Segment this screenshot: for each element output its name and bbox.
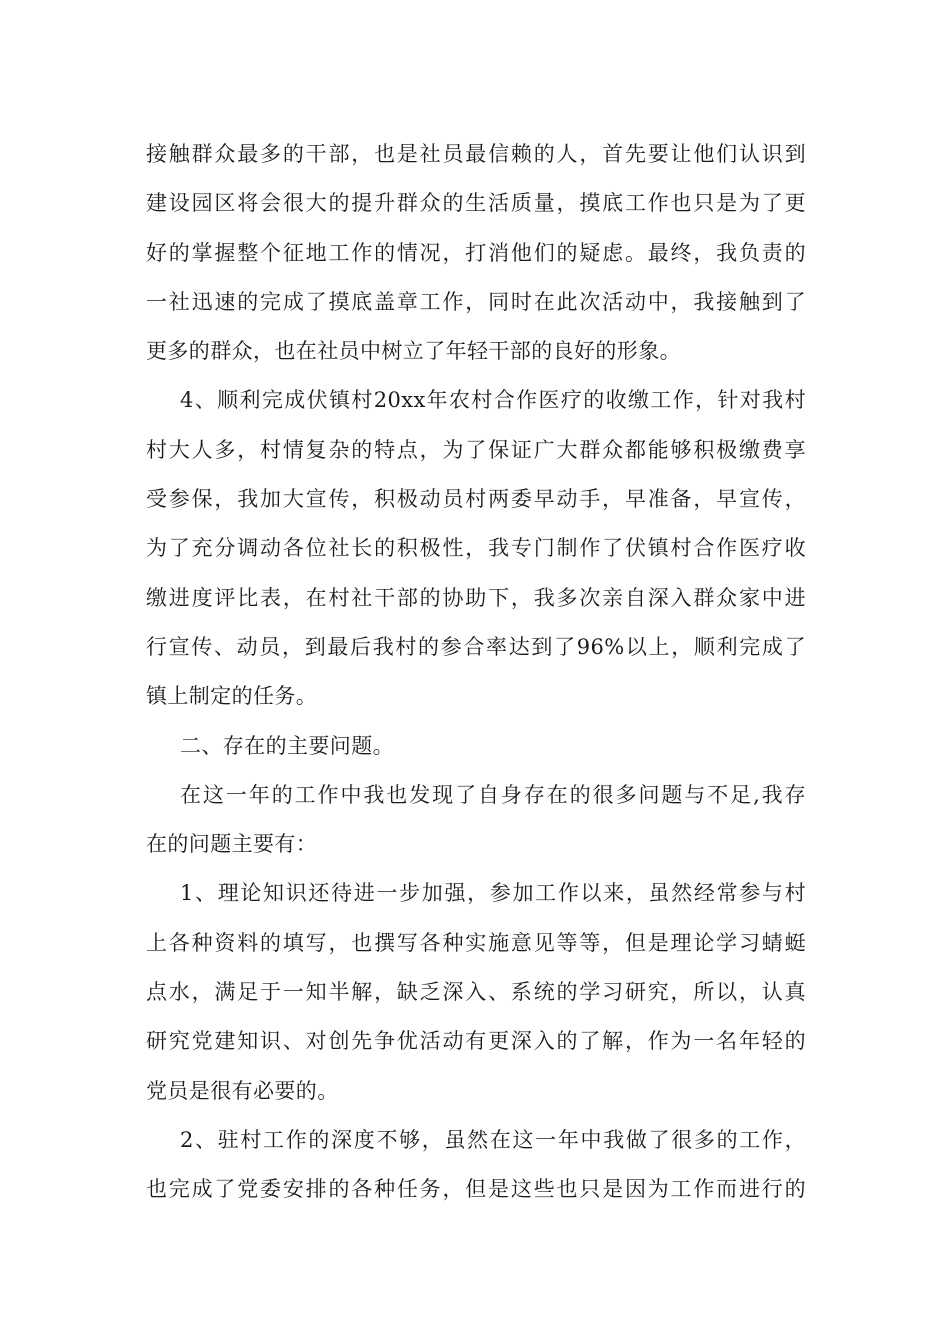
text-line: 也完成了党委安排的各种任务，但是这些也只是因为工作而进行的 — [146, 1177, 806, 1202]
text-line: 在的问题主要有： — [146, 832, 318, 857]
text-line: 上各种资料的填写，也撰写各种实施意见等等，但是理论学习蜻蜓 — [146, 930, 806, 955]
paragraph-intro-start: 在这一年的工作中我也发现了自身存在的很多问题与不足,我存 — [180, 782, 806, 807]
text-line: 点水，满足于一知半解，缺乏深入、系统的学习研究，所以，认真 — [146, 980, 806, 1005]
text-line: 研究党建知识、对创先争优活动有更深入的了解，作为一名年轻的 — [146, 1029, 806, 1054]
paragraph-1-start: 1、理论知识还待进一步加强，参加工作以来，虽然经常参与村 — [180, 881, 806, 906]
text-line: 受参保，我加大宣传，积极动员村两委早动手，早准备，早宣传， — [146, 487, 806, 512]
text-line: 一社迅速的完成了摸底盖章工作，同时在此次活动中，我接触到了 — [146, 289, 806, 314]
text-line: 党员是很有必要的。 — [146, 1078, 339, 1103]
text-line: 镇上制定的任务。 — [146, 684, 318, 709]
text-line: 好的掌握整个征地工作的情况，打消他们的疑虑。最终，我负责的 — [146, 240, 806, 265]
section-heading: 二、存在的主要问题。 — [180, 733, 394, 758]
paragraph-4-start: 4、顺利完成伏镇村20xx年农村合作医疗的收缴工作，针对我村 — [180, 388, 806, 413]
text-line: 为了充分调动各位社长的积极性，我专门制作了伏镇村合作医疗收 — [146, 536, 806, 561]
text-line: 接触群众最多的干部，也是社员最信赖的人，首先要让他们认识到 — [146, 142, 806, 166]
text-line: 缴进度评比表，在村社干部的协助下，我多次亲自深入群众家中进 — [146, 585, 806, 610]
paragraph-2-start: 2、驻村工作的深度不够，虽然在这一年中我做了很多的工作， — [180, 1127, 806, 1152]
text-line: 建设园区将会很大的提升群众的生活质量，摸底工作也只是为了更 — [146, 191, 806, 216]
document-body — [146, 130, 806, 1215]
text-line: 更多的群众，也在社员中树立了年轻干部的良好的形象。 — [146, 339, 681, 364]
text-line: 村大人多，村情复杂的特点，为了保证广大群众都能够积极缴费享 — [146, 437, 806, 462]
text-line: 行宣传、动员，到最后我村的参合率达到了96%以上，顺利完成了 — [146, 634, 806, 659]
